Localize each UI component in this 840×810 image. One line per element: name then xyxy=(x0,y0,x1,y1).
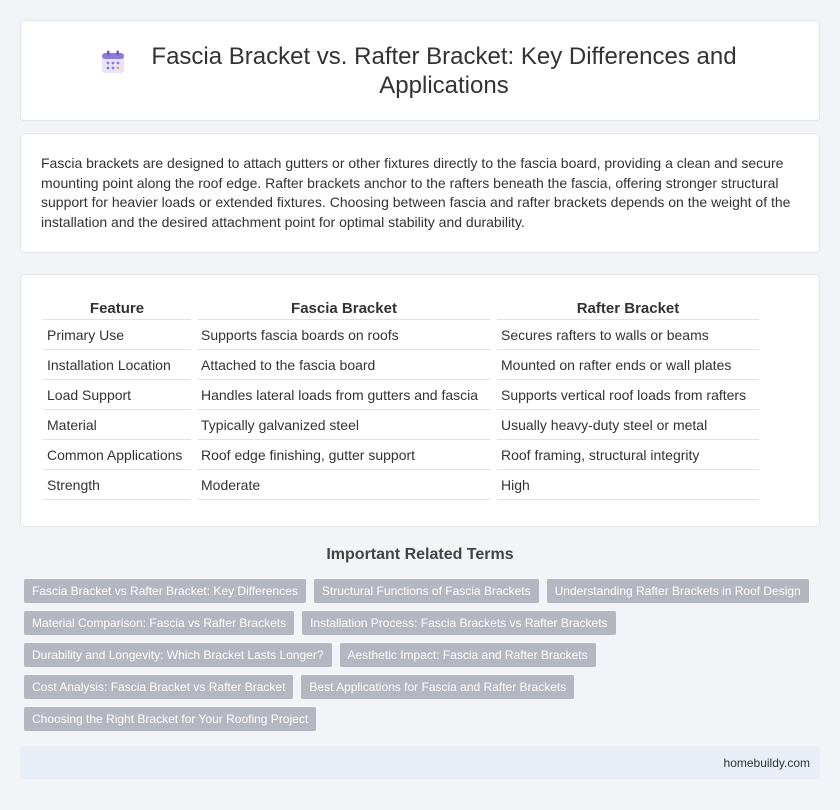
table-cell: Usually heavy-duty steel or metal xyxy=(497,412,759,440)
table-cell: Primary Use xyxy=(43,322,191,350)
table-row xyxy=(43,382,759,410)
table-cell: Typically galvanized steel xyxy=(197,412,491,440)
tag-row xyxy=(24,675,824,699)
table-row xyxy=(43,352,759,380)
table-cell: Mounted on rafter ends or wall plates xyxy=(497,352,759,380)
table-row xyxy=(43,472,759,500)
column-header-fascia: Fascia Bracket xyxy=(197,297,491,320)
table-cell: High xyxy=(497,472,759,500)
related-term-tag[interactable]: Aesthetic Impact: Fascia and Rafter Brackets xyxy=(340,643,596,667)
table-row xyxy=(43,412,759,440)
calendar-icon xyxy=(100,49,126,75)
page-title: Fascia Bracket vs. Rafter Bracket: Key Differences and Applications xyxy=(151,42,737,99)
table-cell: Roof framing, structural integrity xyxy=(497,442,759,470)
related-term-tag[interactable]: Choosing the Right Bracket for Your Roofing Project xyxy=(24,707,316,731)
tag-row xyxy=(24,611,824,635)
intro-paragraph: Fascia brackets are designed to attach gutters or other fixtures directly to the fascia board, providing a clean and secure mounting point along the roof edge. Rafter brackets anchor to the rafters beneath the fascia, offering stronger structural support for heavier loads or extended fixtures. Choosing between fascia and rafter brackets depends on the weight of the installation and the desired attachment point for optimal stability and durability. xyxy=(41,155,791,230)
table-cell: Handles lateral loads from gutters and fascia xyxy=(197,382,491,410)
table-cell: Strength xyxy=(43,472,191,500)
table-cell: Roof edge finishing, gutter support xyxy=(197,442,491,470)
column-header-feature: Feature xyxy=(43,297,191,320)
footer-site-name: homebuildy.com xyxy=(723,756,810,770)
related-terms-title: Important Related Terms xyxy=(326,546,514,563)
comparison-table-card xyxy=(20,274,820,527)
related-term-tag[interactable]: Fascia Bracket vs Rafter Bracket: Key Differences xyxy=(24,579,306,603)
footer xyxy=(20,746,820,779)
table-cell: Supports vertical roof loads from rafters xyxy=(497,382,759,410)
table-row xyxy=(43,442,759,470)
table-cell: Load Support xyxy=(43,382,191,410)
table-row xyxy=(43,322,759,350)
related-term-tag[interactable]: Cost Analysis: Fascia Bracket vs Rafter Bracket xyxy=(24,675,293,699)
header-card xyxy=(20,20,820,121)
tag-row xyxy=(24,707,824,731)
related-term-tag[interactable]: Durability and Longevity: Which Bracket Lasts Longer? xyxy=(24,643,332,667)
title-wrap xyxy=(100,42,740,100)
table-cell: Installation Location xyxy=(43,352,191,380)
table-cell: Secures rafters to walls or beams xyxy=(497,322,759,350)
column-header-rafter: Rafter Bracket xyxy=(497,297,759,320)
related-terms-list xyxy=(24,579,824,739)
related-term-tag[interactable]: Understanding Rafter Brackets in Roof Design xyxy=(547,579,809,603)
table-cell: Moderate xyxy=(197,472,491,500)
tag-row xyxy=(24,579,824,603)
table-cell: Material xyxy=(43,412,191,440)
related-term-tag[interactable]: Best Applications for Fascia and Rafter Brackets xyxy=(301,675,574,699)
table-cell: Common Applications xyxy=(43,442,191,470)
related-term-tag[interactable]: Material Comparison: Fascia vs Rafter Brackets xyxy=(24,611,294,635)
table-header-row xyxy=(43,297,759,320)
table-cell: Supports fascia boards on roofs xyxy=(197,322,491,350)
related-term-tag[interactable]: Installation Process: Fascia Brackets vs Rafter Brackets xyxy=(302,611,615,635)
tag-row xyxy=(24,643,824,667)
related-term-tag[interactable]: Structural Functions of Fascia Brackets xyxy=(314,579,539,603)
comparison-table xyxy=(37,295,765,502)
intro-card xyxy=(20,133,820,253)
table-cell: Attached to the fascia board xyxy=(197,352,491,380)
